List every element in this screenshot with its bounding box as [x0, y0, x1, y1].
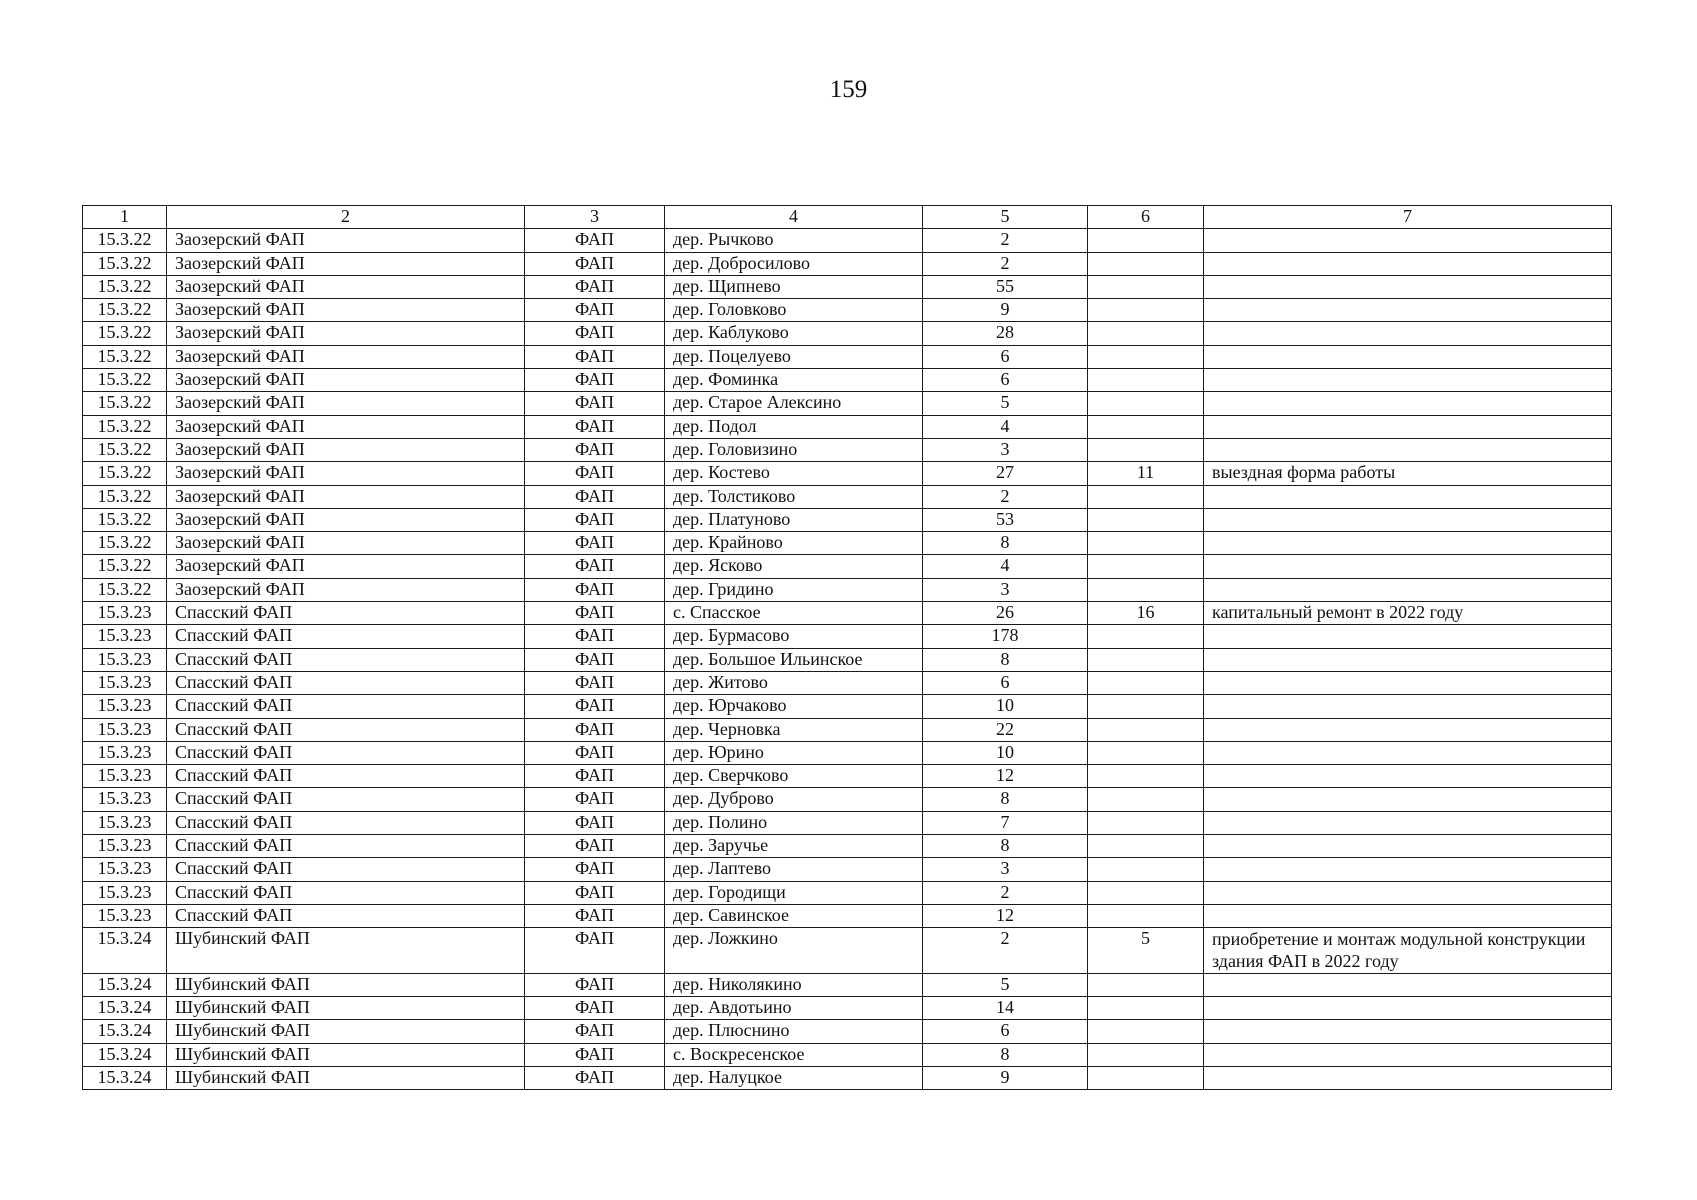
facility-type-cell: ФАП [525, 369, 665, 392]
count-cell [1088, 392, 1204, 415]
table-row [83, 392, 1612, 415]
population-cell: 10 [923, 695, 1088, 718]
population-cell: 3 [923, 438, 1088, 461]
note-cell [1204, 973, 1612, 996]
settlement-cell: дер. Дуброво [665, 788, 923, 811]
row-number-cell: 15.3.22 [83, 438, 167, 461]
facility-name-cell: Заозерский ФАП [167, 229, 525, 252]
facility-type-cell: ФАП [525, 835, 665, 858]
count-cell [1088, 1020, 1204, 1043]
row-number-cell: 15.3.22 [83, 275, 167, 298]
table-row [83, 835, 1612, 858]
count-cell [1088, 485, 1204, 508]
row-number-cell: 15.3.22 [83, 415, 167, 438]
row-number-cell: 15.3.24 [83, 928, 167, 974]
note-cell [1204, 1066, 1612, 1089]
column-header: 4 [665, 206, 923, 229]
settlement-cell: дер. Черновка [665, 718, 923, 741]
facility-type-cell: ФАП [525, 741, 665, 764]
facility-type-cell: ФАП [525, 555, 665, 578]
settlement-cell: дер. Ясково [665, 555, 923, 578]
row-number-cell: 15.3.22 [83, 229, 167, 252]
table-row [83, 415, 1612, 438]
facility-name-cell: Шубинский ФАП [167, 1020, 525, 1043]
row-number-cell: 15.3.24 [83, 1020, 167, 1043]
population-cell: 4 [923, 555, 1088, 578]
facility-name-cell: Спасский ФАП [167, 811, 525, 834]
count-cell [1088, 671, 1204, 694]
settlement-cell: дер. Платуново [665, 508, 923, 531]
count-cell [1088, 345, 1204, 368]
note-cell [1204, 578, 1612, 601]
note-cell [1204, 858, 1612, 881]
facility-type-cell: ФАП [525, 275, 665, 298]
table-row [83, 858, 1612, 881]
count-cell [1088, 555, 1204, 578]
facility-name-cell: Спасский ФАП [167, 625, 525, 648]
table-row [83, 275, 1612, 298]
facility-name-cell: Спасский ФАП [167, 602, 525, 625]
table-row [83, 299, 1612, 322]
population-cell: 3 [923, 578, 1088, 601]
population-cell: 2 [923, 485, 1088, 508]
table-row [83, 438, 1612, 461]
note-cell: выездная форма работы [1204, 462, 1612, 485]
facility-type-cell: ФАП [525, 788, 665, 811]
facility-name-cell: Спасский ФАП [167, 718, 525, 741]
facility-name-cell: Заозерский ФАП [167, 438, 525, 461]
facility-type-cell: ФАП [525, 1043, 665, 1066]
table-row [83, 555, 1612, 578]
settlement-cell: дер. Щипнево [665, 275, 923, 298]
row-number-cell: 15.3.22 [83, 322, 167, 345]
facility-type-cell: ФАП [525, 299, 665, 322]
settlement-cell: дер. Гридино [665, 578, 923, 601]
facility-type-cell: ФАП [525, 765, 665, 788]
facility-name-cell: Шубинский ФАП [167, 1066, 525, 1089]
facility-name-cell: Шубинский ФАП [167, 1043, 525, 1066]
row-number-cell: 15.3.23 [83, 741, 167, 764]
row-number-cell: 15.3.23 [83, 648, 167, 671]
table-row [83, 904, 1612, 927]
note-cell [1204, 695, 1612, 718]
facility-type-cell: ФАП [525, 811, 665, 834]
facility-type-cell: ФАП [525, 578, 665, 601]
table-row [83, 695, 1612, 718]
note-cell [1204, 1020, 1612, 1043]
population-cell: 8 [923, 532, 1088, 555]
row-number-cell: 15.3.22 [83, 485, 167, 508]
note-cell [1204, 741, 1612, 764]
note-cell [1204, 532, 1612, 555]
note-cell [1204, 997, 1612, 1020]
settlement-cell: дер. Головизино [665, 438, 923, 461]
facility-type-cell: ФАП [525, 718, 665, 741]
facility-type-cell: ФАП [525, 508, 665, 531]
table-row [83, 811, 1612, 834]
settlement-cell: дер. Подол [665, 415, 923, 438]
settlement-cell: дер. Лаптево [665, 858, 923, 881]
facility-type-cell: ФАП [525, 229, 665, 252]
table-row [83, 1020, 1612, 1043]
settlement-cell: дер. Бурмасово [665, 625, 923, 648]
facility-table [82, 205, 1612, 1090]
facility-name-cell: Шубинский ФАП [167, 928, 525, 974]
settlement-cell: дер. Большое Ильинское [665, 648, 923, 671]
count-cell [1088, 997, 1204, 1020]
table-row [83, 997, 1612, 1020]
population-cell: 8 [923, 835, 1088, 858]
population-cell: 3 [923, 858, 1088, 881]
row-number-cell: 15.3.23 [83, 904, 167, 927]
table-row [83, 1066, 1612, 1089]
population-cell: 9 [923, 299, 1088, 322]
table-row [83, 881, 1612, 904]
count-cell [1088, 881, 1204, 904]
row-number-cell: 15.3.23 [83, 811, 167, 834]
column-header: 2 [167, 206, 525, 229]
row-number-cell: 15.3.22 [83, 392, 167, 415]
facility-type-cell: ФАП [525, 392, 665, 415]
table-row [83, 973, 1612, 996]
count-cell [1088, 438, 1204, 461]
row-number-cell: 15.3.22 [83, 299, 167, 322]
row-number-cell: 15.3.23 [83, 858, 167, 881]
count-cell [1088, 765, 1204, 788]
table-row [83, 532, 1612, 555]
settlement-cell: дер. Житово [665, 671, 923, 694]
settlement-cell: дер. Крайново [665, 532, 923, 555]
settlement-cell: дер. Фоминка [665, 369, 923, 392]
facility-name-cell: Заозерский ФАП [167, 345, 525, 368]
row-number-cell: 15.3.23 [83, 765, 167, 788]
row-number-cell: 15.3.23 [83, 881, 167, 904]
row-number-cell: 15.3.22 [83, 555, 167, 578]
settlement-cell: дер. Рычково [665, 229, 923, 252]
population-cell: 28 [923, 322, 1088, 345]
facility-name-cell: Спасский ФАП [167, 765, 525, 788]
population-cell: 6 [923, 369, 1088, 392]
facility-type-cell: ФАП [525, 322, 665, 345]
facility-type-cell: ФАП [525, 973, 665, 996]
table-row [83, 602, 1612, 625]
note-cell [1204, 229, 1612, 252]
population-cell: 8 [923, 788, 1088, 811]
facility-type-cell: ФАП [525, 602, 665, 625]
facility-type-cell: ФАП [525, 252, 665, 275]
column-header: 6 [1088, 206, 1204, 229]
table-row [83, 229, 1612, 252]
note-cell [1204, 811, 1612, 834]
population-cell: 8 [923, 1043, 1088, 1066]
table-row [83, 345, 1612, 368]
count-cell [1088, 973, 1204, 996]
count-cell [1088, 1066, 1204, 1089]
row-number-cell: 15.3.22 [83, 369, 167, 392]
count-cell [1088, 322, 1204, 345]
population-cell: 27 [923, 462, 1088, 485]
facility-name-cell: Заозерский ФАП [167, 578, 525, 601]
note-cell [1204, 718, 1612, 741]
settlement-cell: дер. Городищи [665, 881, 923, 904]
row-number-cell: 15.3.24 [83, 997, 167, 1020]
facility-name-cell: Спасский ФАП [167, 858, 525, 881]
population-cell: 2 [923, 252, 1088, 275]
note-cell [1204, 1043, 1612, 1066]
facility-type-cell: ФАП [525, 532, 665, 555]
row-number-cell: 15.3.22 [83, 532, 167, 555]
settlement-cell: дер. Головково [665, 299, 923, 322]
note-cell [1204, 275, 1612, 298]
table-row [83, 765, 1612, 788]
settlement-cell: дер. Старое Алексино [665, 392, 923, 415]
facility-name-cell: Спасский ФАП [167, 788, 525, 811]
table-row [83, 322, 1612, 345]
facility-name-cell: Спасский ФАП [167, 835, 525, 858]
facility-name-cell: Спасский ФАП [167, 741, 525, 764]
page-number: 159 [829, 76, 868, 103]
table-row [83, 508, 1612, 531]
note-cell [1204, 881, 1612, 904]
table-row [83, 1043, 1612, 1066]
count-cell [1088, 858, 1204, 881]
population-cell: 8 [923, 648, 1088, 671]
facility-type-cell: ФАП [525, 904, 665, 927]
row-number-cell: 15.3.22 [83, 578, 167, 601]
row-number-cell: 15.3.23 [83, 671, 167, 694]
count-cell [1088, 648, 1204, 671]
row-number-cell: 15.3.23 [83, 625, 167, 648]
settlement-cell: дер. Каблуково [665, 322, 923, 345]
facility-type-cell: ФАП [525, 625, 665, 648]
row-number-cell: 15.3.23 [83, 788, 167, 811]
note-cell [1204, 322, 1612, 345]
column-header: 5 [923, 206, 1088, 229]
note-cell [1204, 252, 1612, 275]
facility-name-cell: Спасский ФАП [167, 881, 525, 904]
population-cell: 2 [923, 928, 1088, 974]
table-row [83, 648, 1612, 671]
settlement-cell: дер. Полино [665, 811, 923, 834]
table-row [83, 252, 1612, 275]
table-row [83, 741, 1612, 764]
count-cell [1088, 508, 1204, 531]
row-number-cell: 15.3.22 [83, 252, 167, 275]
facility-name-cell: Заозерский ФАП [167, 369, 525, 392]
table-row [83, 462, 1612, 485]
note-cell [1204, 485, 1612, 508]
settlement-cell: дер. Авдотьино [665, 997, 923, 1020]
count-cell [1088, 741, 1204, 764]
settlement-cell: дер. Сверчково [665, 765, 923, 788]
facility-name-cell: Заозерский ФАП [167, 415, 525, 438]
note-cell [1204, 369, 1612, 392]
facility-type-cell: ФАП [525, 345, 665, 368]
table-row [83, 625, 1612, 648]
settlement-cell: дер. Толстиково [665, 485, 923, 508]
table-row [83, 928, 1612, 974]
note-cell [1204, 299, 1612, 322]
facility-name-cell: Шубинский ФАП [167, 997, 525, 1020]
facility-type-cell: ФАП [525, 881, 665, 904]
settlement-cell: дер. Заручье [665, 835, 923, 858]
count-cell [1088, 788, 1204, 811]
population-cell: 4 [923, 415, 1088, 438]
table-row [83, 369, 1612, 392]
settlement-cell: дер. Костево [665, 462, 923, 485]
population-cell: 10 [923, 741, 1088, 764]
facility-name-cell: Заозерский ФАП [167, 555, 525, 578]
facility-name-cell: Спасский ФАП [167, 904, 525, 927]
population-cell: 7 [923, 811, 1088, 834]
facility-name-cell: Заозерский ФАП [167, 322, 525, 345]
facility-name-cell: Спасский ФАП [167, 695, 525, 718]
population-cell: 6 [923, 671, 1088, 694]
note-cell [1204, 835, 1612, 858]
facility-name-cell: Заозерский ФАП [167, 532, 525, 555]
facility-name-cell: Спасский ФАП [167, 671, 525, 694]
facility-name-cell: Шубинский ФАП [167, 973, 525, 996]
facility-name-cell: Заозерский ФАП [167, 508, 525, 531]
column-header: 7 [1204, 206, 1612, 229]
note-cell [1204, 415, 1612, 438]
settlement-cell: с. Спасское [665, 602, 923, 625]
population-cell: 6 [923, 1020, 1088, 1043]
facility-type-cell: ФАП [525, 695, 665, 718]
row-number-cell: 15.3.22 [83, 345, 167, 368]
count-cell [1088, 252, 1204, 275]
settlement-cell: дер. Поцелуево [665, 345, 923, 368]
facility-type-cell: ФАП [525, 462, 665, 485]
table-row [83, 718, 1612, 741]
count-cell [1088, 695, 1204, 718]
population-cell: 26 [923, 602, 1088, 625]
settlement-cell: дер. Юрино [665, 741, 923, 764]
population-cell: 22 [923, 718, 1088, 741]
table-row [83, 671, 1612, 694]
settlement-cell: дер. Юрчаково [665, 695, 923, 718]
row-number-cell: 15.3.23 [83, 695, 167, 718]
note-cell [1204, 555, 1612, 578]
facility-type-cell: ФАП [525, 1066, 665, 1089]
note-cell [1204, 788, 1612, 811]
population-cell: 14 [923, 997, 1088, 1020]
row-number-cell: 15.3.24 [83, 973, 167, 996]
population-cell: 53 [923, 508, 1088, 531]
count-cell [1088, 299, 1204, 322]
facility-type-cell: ФАП [525, 671, 665, 694]
settlement-cell: дер. Ложкино [665, 928, 923, 974]
population-cell: 12 [923, 765, 1088, 788]
population-cell: 5 [923, 392, 1088, 415]
facility-type-cell: ФАП [525, 648, 665, 671]
count-cell [1088, 532, 1204, 555]
note-cell: капитальный ремонт в 2022 году [1204, 602, 1612, 625]
count-cell: 5 [1088, 928, 1204, 974]
settlement-cell: дер. Добросилово [665, 252, 923, 275]
settlement-cell: дер. Налуцкое [665, 1066, 923, 1089]
row-number-cell: 15.3.23 [83, 718, 167, 741]
note-cell [1204, 438, 1612, 461]
facility-name-cell: Спасский ФАП [167, 648, 525, 671]
population-cell: 2 [923, 881, 1088, 904]
row-number-cell: 15.3.24 [83, 1066, 167, 1089]
note-cell [1204, 508, 1612, 531]
settlement-cell: с. Воскресенское [665, 1043, 923, 1066]
note-cell: приобретение и монтаж модульной конструкции здания ФАП в 2022 году [1204, 928, 1612, 974]
count-cell: 16 [1088, 602, 1204, 625]
facility-name-cell: Заозерский ФАП [167, 252, 525, 275]
row-number-cell: 15.3.23 [83, 835, 167, 858]
facility-type-cell: ФАП [525, 415, 665, 438]
row-number-cell: 15.3.22 [83, 462, 167, 485]
count-cell [1088, 835, 1204, 858]
count-cell [1088, 415, 1204, 438]
population-cell: 9 [923, 1066, 1088, 1089]
note-cell [1204, 904, 1612, 927]
facility-name-cell: Заозерский ФАП [167, 462, 525, 485]
facility-name-cell: Заозерский ФАП [167, 392, 525, 415]
population-cell: 12 [923, 904, 1088, 927]
column-header: 1 [83, 206, 167, 229]
count-cell [1088, 718, 1204, 741]
row-number-cell: 15.3.23 [83, 602, 167, 625]
facility-type-cell: ФАП [525, 485, 665, 508]
count-cell [1088, 625, 1204, 648]
column-header: 3 [525, 206, 665, 229]
note-cell [1204, 671, 1612, 694]
facility-type-cell: ФАП [525, 858, 665, 881]
facility-name-cell: Заозерский ФАП [167, 299, 525, 322]
note-cell [1204, 625, 1612, 648]
settlement-cell: дер. Плюснино [665, 1020, 923, 1043]
facility-name-cell: Заозерский ФАП [167, 485, 525, 508]
note-cell [1204, 765, 1612, 788]
facility-type-cell: ФАП [525, 1020, 665, 1043]
count-cell [1088, 811, 1204, 834]
count-cell [1088, 275, 1204, 298]
row-number-cell: 15.3.22 [83, 508, 167, 531]
table-row [83, 578, 1612, 601]
population-cell: 2 [923, 229, 1088, 252]
note-cell [1204, 345, 1612, 368]
table-row [83, 485, 1612, 508]
table-row [83, 788, 1612, 811]
table-header-row [83, 206, 1612, 229]
count-cell [1088, 578, 1204, 601]
population-cell: 55 [923, 275, 1088, 298]
population-cell: 178 [923, 625, 1088, 648]
count-cell [1088, 904, 1204, 927]
count-cell [1088, 369, 1204, 392]
note-cell [1204, 648, 1612, 671]
facility-type-cell: ФАП [525, 997, 665, 1020]
facility-type-cell: ФАП [525, 438, 665, 461]
settlement-cell: дер. Савинское [665, 904, 923, 927]
population-cell: 5 [923, 973, 1088, 996]
count-cell [1088, 1043, 1204, 1066]
note-cell [1204, 392, 1612, 415]
table-body [83, 206, 1612, 1090]
settlement-cell: дер. Николякино [665, 973, 923, 996]
row-number-cell: 15.3.24 [83, 1043, 167, 1066]
facility-type-cell: ФАП [525, 928, 665, 974]
count-cell [1088, 229, 1204, 252]
facility-name-cell: Заозерский ФАП [167, 275, 525, 298]
count-cell: 11 [1088, 462, 1204, 485]
population-cell: 6 [923, 345, 1088, 368]
